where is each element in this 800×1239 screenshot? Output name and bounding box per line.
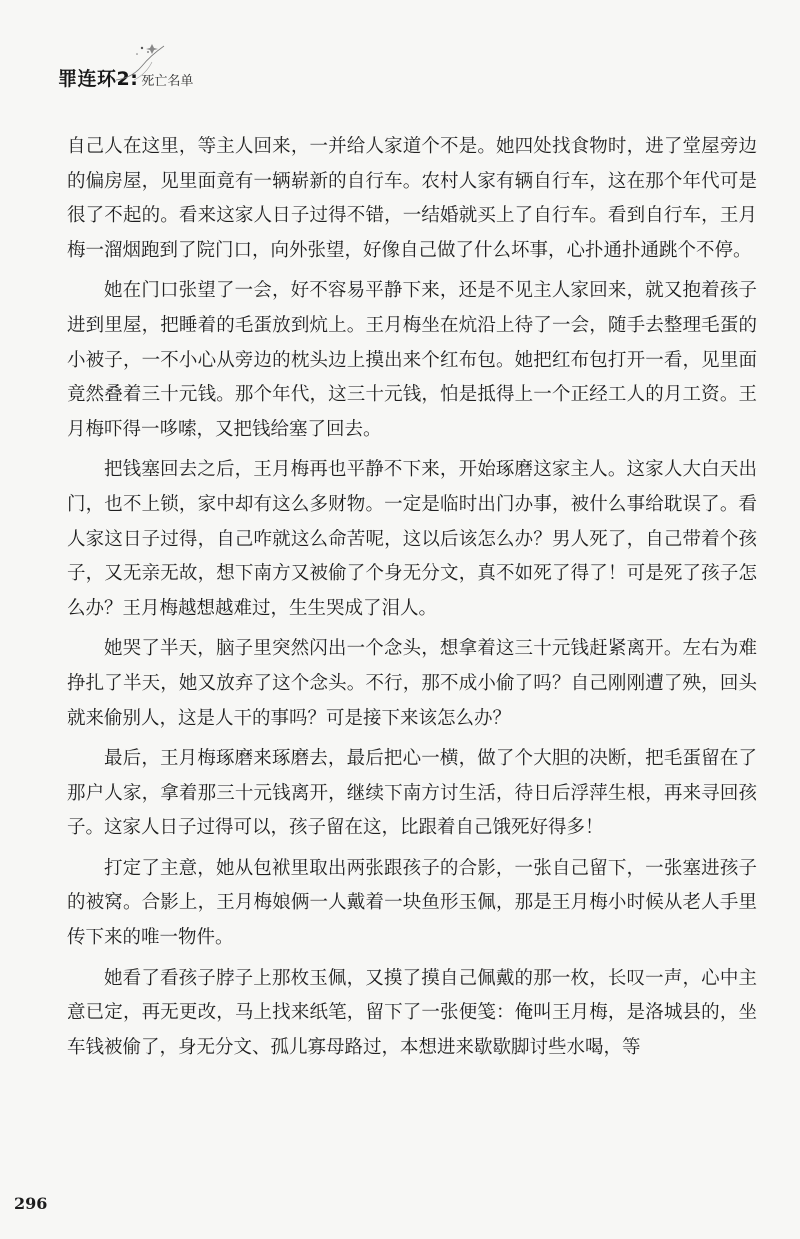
paragraph-4: 她哭了半天，脑子里突然闪出一个念头，想拿着这三十元钱赶紧离开。左右为难挣扎了半天，她又放弃了这个念头。不行，那不成小偷了吗？自己刚刚遭了殃，回头就来偷别人，这是人干的事吗？可是接下来该怎么办？ — [67, 638, 757, 729]
book-subtitle: 死亡名单 — [141, 74, 194, 89]
paragraph-7: 她看了看孩子脖子上那枚玉佩，又摸了摸自己佩戴的那一枚，长叹一声，心中主意已定，再无更改，马上找来纸笔，留下了一张便笺：俺叫王月梅，是洛城县的，坐车钱被偷了，身无分文、孤儿寡母路过，本想进来歇歇脚讨些水喝，等 — [67, 967, 757, 1058]
body-text — [67, 130, 757, 1071]
paragraph-1: 自己人在这里，等主人回来，一并给人家道个不是。她四处找食物时，进了堂屋旁边的偏房屋，见里面竟有一辆崭新的自行车。农村人家有辆自行车，这在那个年代可是很了不起的。看来这家人日子过得不错，一结婚就买上了自行车。看到自行车，王月梅一溜烟跑到了院门口，向外张望，好像自己做了什么坏事，心扑通扑通跳个不停。 — [67, 136, 757, 261]
page-number: 296 — [14, 1194, 48, 1213]
paragraph-6: 打定了主意，她从包袱里取出两张跟孩子的合影，一张自己留下，一张塞进孩子的被窝。合影上，王月梅娘俩一人戴着一块鱼形玉佩，那是王月梅小时候从老人手里传下来的唯一物件。 — [67, 857, 757, 949]
paragraph-5: 最后，王月梅琢磨来琢磨去，最后把心一横，做了个大胆的决断，把毛蛋留在了那户人家，拿着那三十元钱离开，继续下南方讨生活，待日后浮萍生根，再来寻回孩子。这家人日子过得可以，孩子留在这，比跟着自己饿死好得多！ — [67, 748, 757, 839]
series-title: 罪连环2: — [58, 68, 139, 90]
paragraph-2: 她在门口张望了一会，好不容易平静下来，还是不见主人家回来，就又抱着孩子进到里屋，把睡着的毛蛋放到炕上。王月梅坐在炕沿上待了一会，随手去整理毛蛋的小被子，一不小心从旁边的枕头边上摸出来个红布包。她把红布包打开一看，见里面竟然叠着三十元钱。那个年代，这三十元钱，怕是抵得上一个正经工人的月工资。王月梅吓得一哆嗦，又把钱给塞了回去。 — [67, 280, 757, 440]
header-ornament-icon — [112, 40, 168, 84]
paragraph-3: 把钱塞回去之后，王月梅再也平静不下来，开始琢磨这家主人。这家人大白天出门，也不上锁，家中却有这么多财物。一定是临时出门办事，被什么事给耽误了。看人家这日子过得，自己咋就这么命苦呢，这以后该怎么办？男人死了，自己带着个孩子，又无亲无故，想下南方又被偷了个身无分文，真不如死了得了！可是死了孩子怎么办？王月梅越想越难过，生生哭成了泪人。 — [67, 459, 757, 619]
